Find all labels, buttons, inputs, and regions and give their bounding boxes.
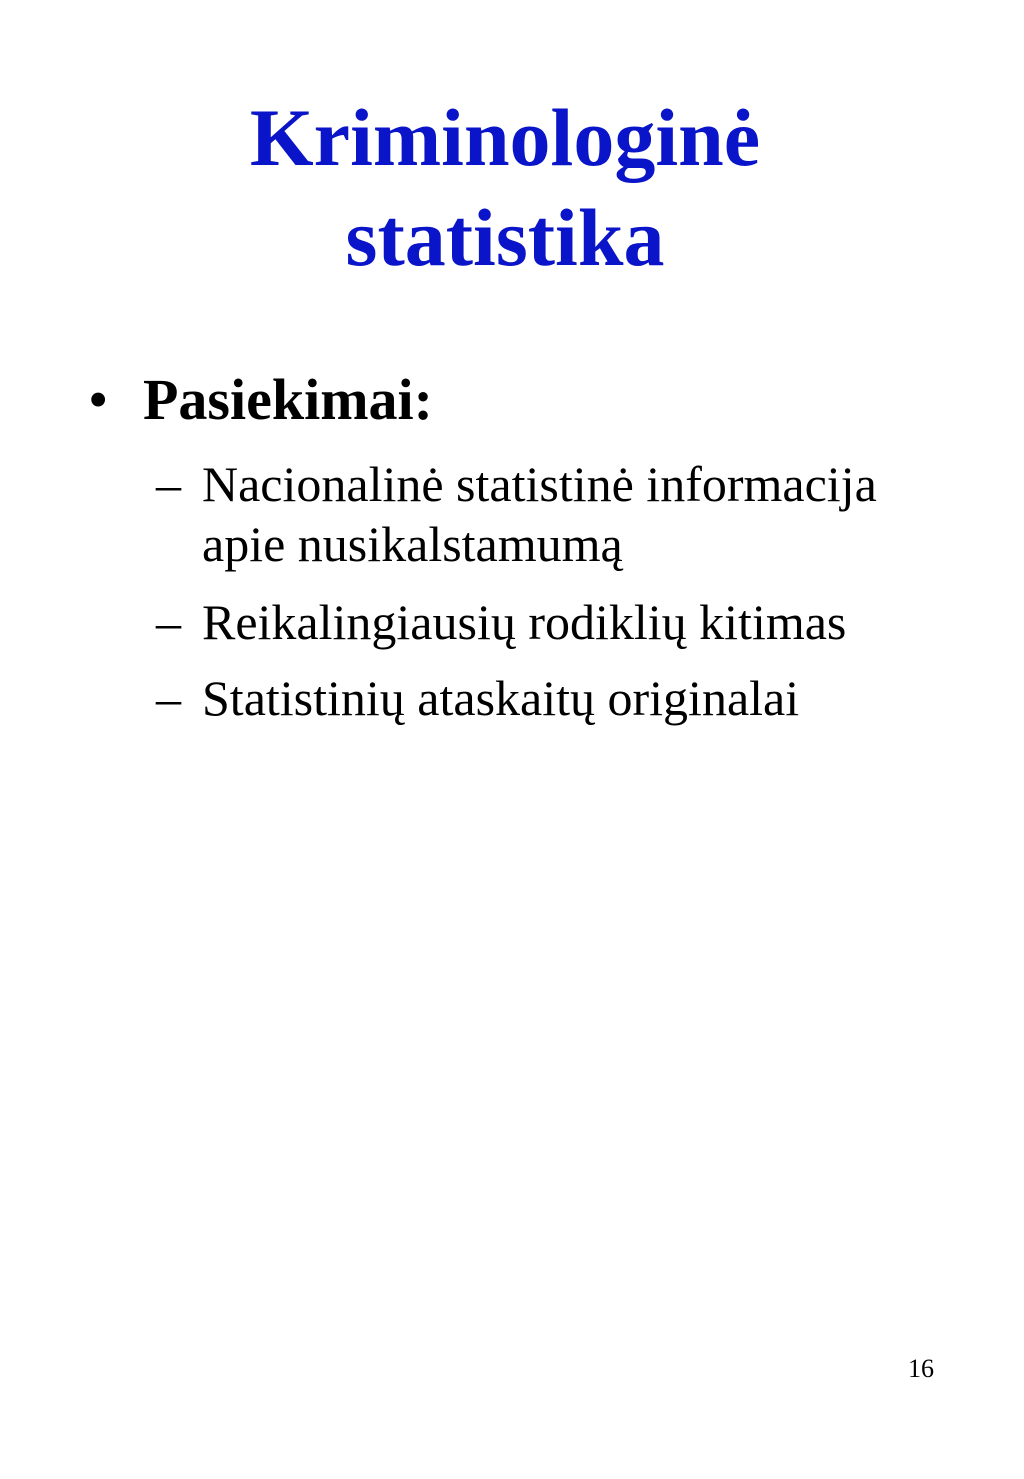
bullet-marker: •: [88, 367, 109, 432]
bullet-item: [88, 362, 433, 438]
sub-item-text: Reikalingiausių rodiklių kitimas: [202, 594, 847, 650]
sub-item-dash: –: [156, 594, 181, 650]
page-number: 16: [908, 1354, 934, 1383]
sub-item: [156, 592, 846, 652]
sub-item-text-line-1: Nacionalinė statistinė informacija: [202, 456, 877, 512]
slide-title: [0, 88, 1010, 288]
sub-item-text: Statistinių ataskaitų originalai: [202, 670, 800, 726]
bullet-label: Pasiekimai:: [143, 367, 433, 432]
sub-item-dash: –: [156, 456, 181, 512]
sub-item: [156, 668, 799, 728]
sub-item: [156, 454, 877, 574]
sub-item-text-line-2: apie nusikalstamumą: [202, 516, 623, 572]
sub-item-dash: –: [156, 670, 181, 726]
title-line-1: Kriminologinė: [249, 92, 761, 183]
title-line-2: statistika: [345, 192, 665, 283]
